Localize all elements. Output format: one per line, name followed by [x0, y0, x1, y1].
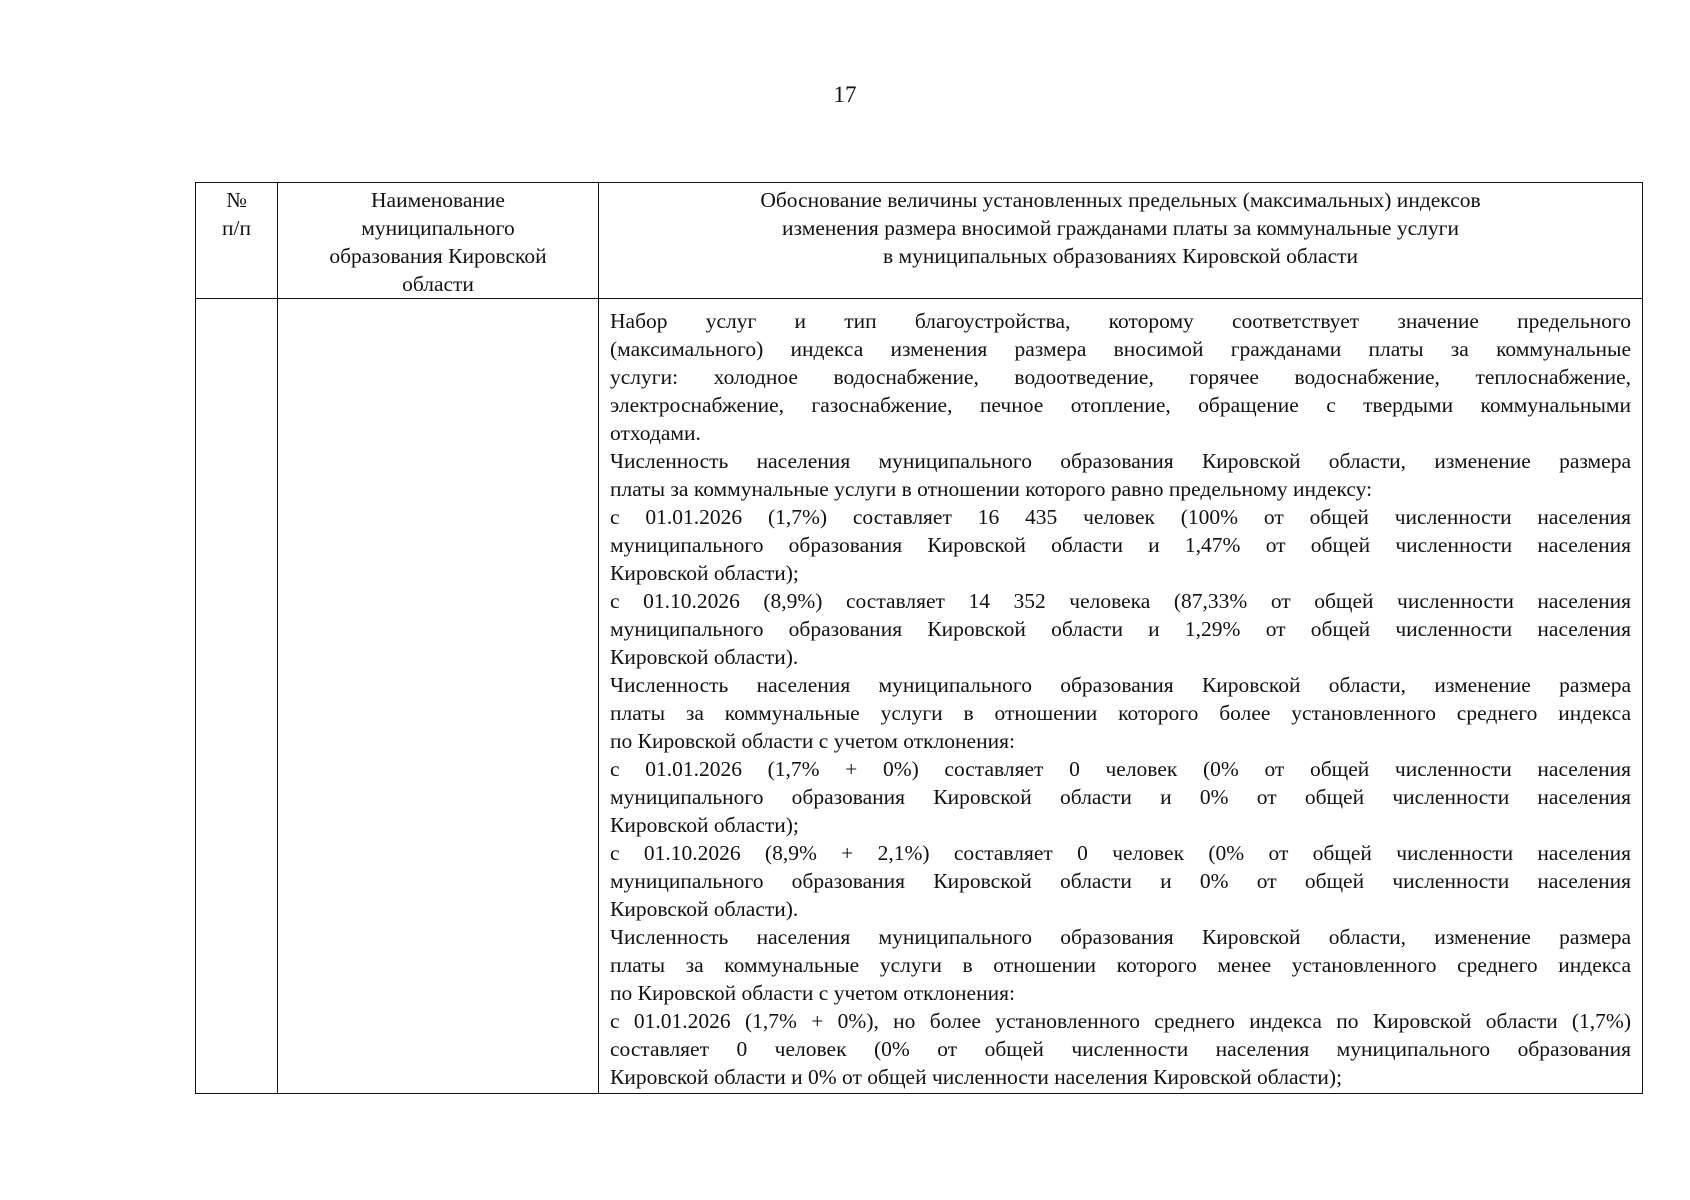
header-row — [196, 183, 1643, 299]
justification-line: Численность населения муниципального образования Кировской области, изменение размера — [610, 673, 1631, 697]
justification-line: муниципального образования Кировской области и 1,47% от общей численности населения — [610, 533, 1631, 557]
justification-line: муниципального образования Кировской области и 0% от общей численности населения — [610, 785, 1631, 809]
justification-line: платы за коммунальные услуги в отношении которого равно предельному индексу: — [610, 477, 1373, 501]
header-name-line: муниципального — [361, 216, 515, 240]
header-justification-line: Обоснование величины установленных предельных (максимальных) индексов — [760, 188, 1481, 212]
justification-line: Кировской области); — [610, 813, 799, 837]
header-name-line: образования Кировской — [329, 244, 547, 268]
justification-line: по Кировской области с учетом отклонения: — [610, 981, 1015, 1005]
page-number: 17 — [833, 82, 857, 107]
justification-paragraph — [610, 503, 1631, 587]
justification-line: Набор услуг и тип благоустройства, которому соответствует значение предельного — [610, 309, 1631, 333]
justification-line: с 01.01.2026 (1,7% + 0%), но более установленного среднего индекса по Кировской области (1,7%) — [610, 1009, 1631, 1033]
justification-paragraph — [610, 671, 1631, 755]
justification-line: с 01.01.2026 (1,7%) составляет 16 435 человек (100% от общей численности населения — [610, 505, 1631, 529]
justification-line: составляет 0 человек (0% от общей численности населения муниципального образования — [610, 1037, 1631, 1061]
justification-table — [195, 182, 1643, 1094]
header-justification-cell — [599, 183, 1643, 299]
justification-line: с 01.10.2026 (8,9%) составляет 14 352 человека (87,33% от общей численности населения — [610, 589, 1631, 613]
justification-line: платы за коммунальные услуги в отношении которого более установленного среднего индекса — [610, 701, 1631, 725]
justification-text — [610, 307, 1631, 1091]
row-number-cell — [196, 299, 278, 1094]
justification-paragraph — [610, 839, 1631, 923]
header-number-line: № — [226, 188, 247, 212]
header-justification-line: изменения размера вносимой гражданами платы за коммунальные услуги — [782, 216, 1459, 240]
justification-line: Кировской области). — [610, 897, 799, 921]
table-row — [196, 299, 1643, 1094]
justification-line: с 01.10.2026 (8,9% + 2,1%) составляет 0 человек (0% от общей численности населения — [610, 841, 1631, 865]
justification-line: муниципального образования Кировской области и 0% от общей численности населения — [610, 869, 1631, 893]
justification-line: с 01.01.2026 (1,7% + 0%) составляет 0 человек (0% от общей численности населения — [610, 757, 1631, 781]
justification-line: Кировской области); — [610, 561, 799, 585]
justification-line: платы за коммунальные услуги в отношении которого менее установленного среднего индекса — [610, 953, 1631, 977]
header-justification-line: в муниципальных образованиях Кировской области — [882, 244, 1359, 268]
justification-paragraph — [610, 755, 1631, 839]
header-name-line: области — [402, 272, 474, 296]
row-justification-cell — [599, 299, 1643, 1094]
row-name-cell — [278, 299, 599, 1094]
header-number-cell — [196, 183, 278, 299]
justification-paragraph — [610, 923, 1631, 1007]
justification-line: услуги: холодное водоснабжение, водоотведение, горячее водоснабжение, теплоснабжение, — [610, 365, 1631, 389]
header-name-cell — [278, 183, 599, 299]
justification-paragraph — [610, 307, 1631, 447]
header-number-line: п/п — [222, 216, 251, 240]
justification-line: Кировской области). — [610, 645, 799, 669]
justification-line: Кировской области и 0% от общей численности населения Кировской области); — [610, 1065, 1343, 1089]
justification-line: (максимального) индекса изменения размера вносимой гражданами платы за коммунальные — [610, 337, 1631, 361]
justification-line: Численность населения муниципального образования Кировской области, изменение размера — [610, 925, 1631, 949]
justification-paragraph — [610, 587, 1631, 671]
justification-line: муниципального образования Кировской области и 1,29% от общей численности населения — [610, 617, 1631, 641]
table-header — [196, 183, 1643, 299]
justification-paragraph — [610, 447, 1631, 503]
justification-line: отходами. — [610, 421, 701, 445]
table-body — [196, 299, 1643, 1094]
header-name-line: Наименование — [371, 188, 505, 212]
justification-paragraph — [610, 1007, 1631, 1091]
justification-line: по Кировской области с учетом отклонения: — [610, 729, 1015, 753]
justification-line: электроснабжение, газоснабжение, печное отопление, обращение с твердыми коммунальными — [610, 393, 1631, 417]
justification-line: Численность населения муниципального образования Кировской области, изменение размера — [610, 449, 1631, 473]
